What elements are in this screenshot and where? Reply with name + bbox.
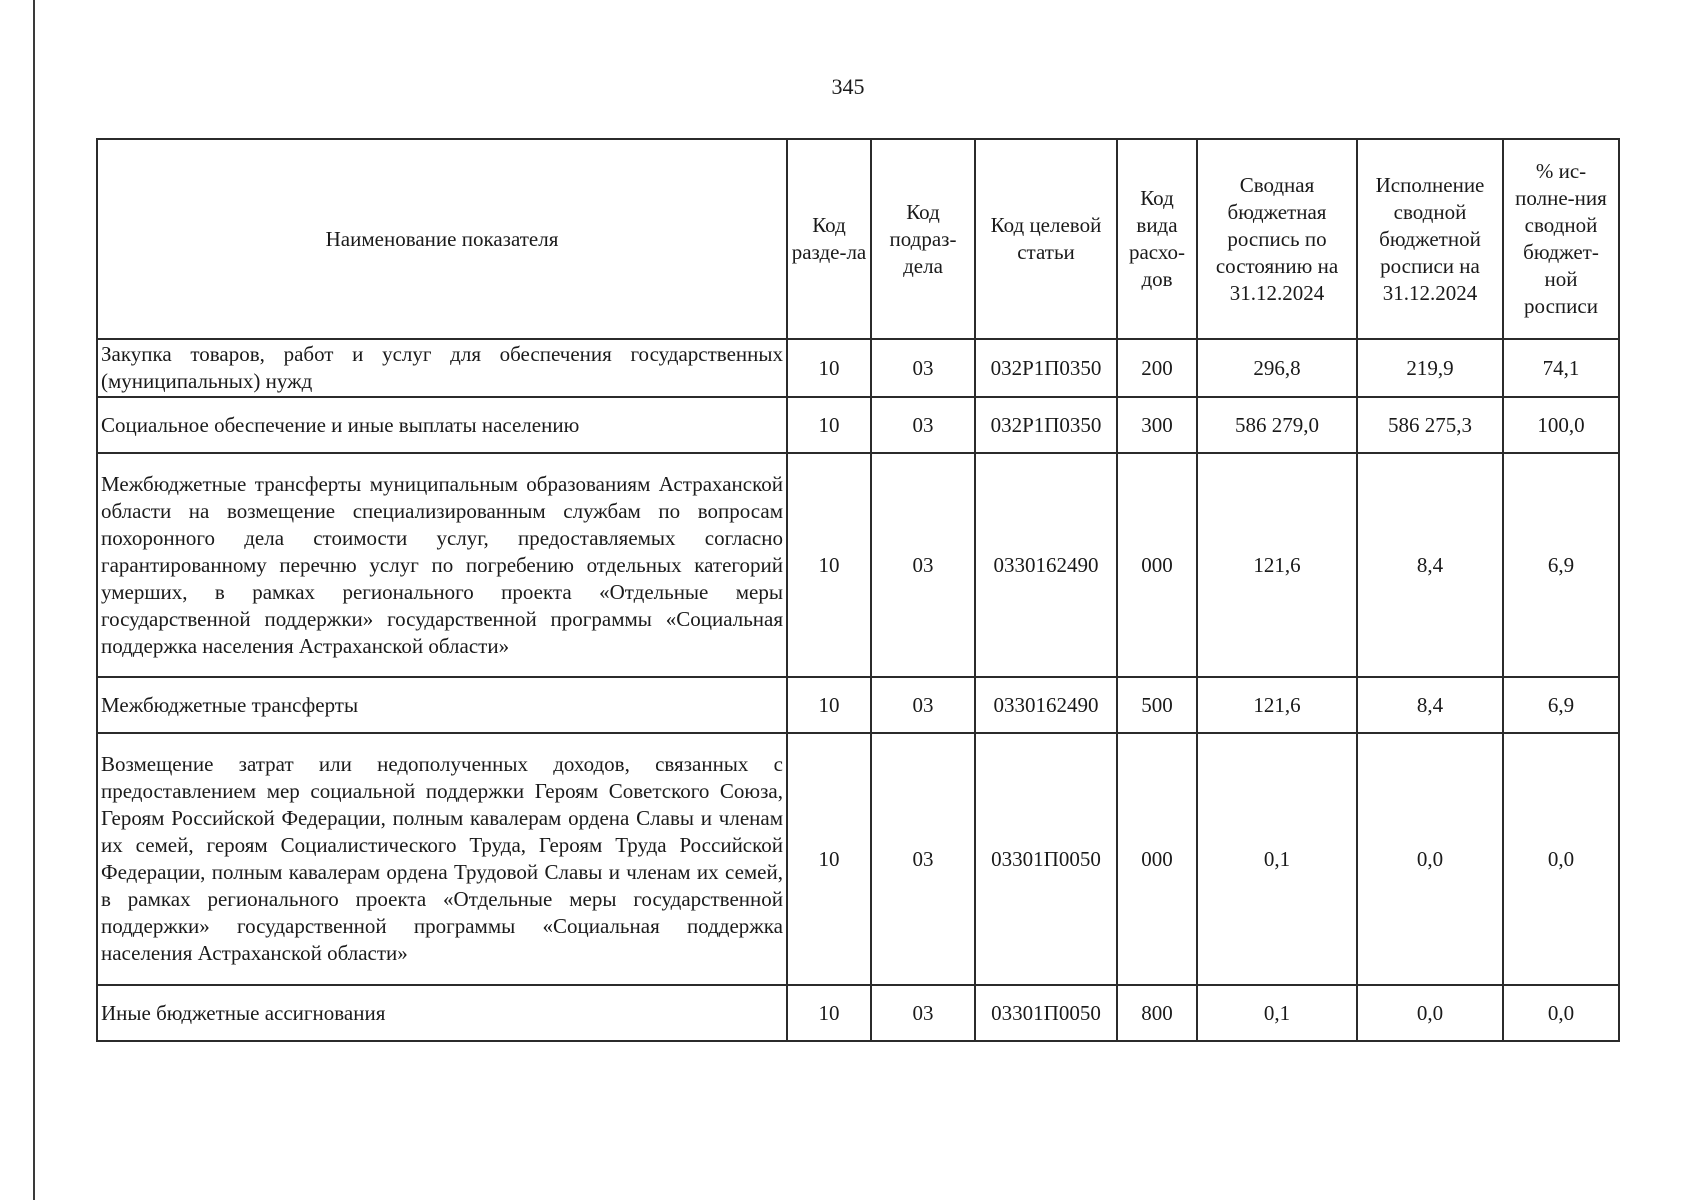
budget-execution-table [96,138,1620,1042]
row-subsection-code: 03 [871,339,975,397]
row-percent: 100,0 [1503,397,1619,453]
row-execution: 219,9 [1357,339,1503,397]
header-target-code: Код целевой статьи [975,139,1117,339]
row-name: Закупка товаров, работ и услуг для обеспечения государственных (муниципальных) нужд [97,339,787,397]
row-execution: 0,0 [1357,985,1503,1041]
row-section-code: 10 [787,339,871,397]
page-binding-edge [33,0,35,1200]
header-name: Наименование показателя [97,139,787,339]
page-number: 345 [831,74,865,99]
row-name: Межбюджетные трансферты муниципальным образованиям Астраханской области на возмещение специализированным службам по вопросам похоронного дела стоимости услуг, предоставляемых согласно гарантированному перечню услуг по погребению отдельных категорий умерших, в рамках регионального проекта «Отдельные меры государственной поддержки» государственной программы «Социальная поддержка населения Астраханской области» [97,453,787,677]
row-subsection-code: 03 [871,677,975,733]
row-expense-type-code: 500 [1117,677,1197,733]
row-name: Межбюджетные трансферты [97,677,787,733]
row-budget: 121,6 [1197,677,1357,733]
row-execution: 8,4 [1357,453,1503,677]
row-section-code: 10 [787,397,871,453]
row-target-code: 0330162490 [975,677,1117,733]
header-execution: Исполнение сводной бюджетной росписи на 31.12.2024 [1357,139,1503,339]
row-budget: 0,1 [1197,985,1357,1041]
row-target-code: 03301П0050 [975,733,1117,985]
table-row [97,453,1619,677]
row-subsection-code: 03 [871,453,975,677]
row-name: Возмещение затрат или недополученных доходов, связанных с предоставлением мер социальной поддержки Героям Советского Союза, Героям Российской Федерации, полным кавалерам ордена Славы и членам их семей, героям Социалистического Труда, Героям Труда Российской Федерации, полным кавалерам ордена Трудовой Славы и членам их семей, в рамках регионального проекта «Отдельные меры государственной поддержки» государственной программы «Социальная поддержка населения Астраханской области» [97,733,787,985]
row-expense-type-code: 200 [1117,339,1197,397]
table-row [97,985,1619,1041]
row-budget: 586 279,0 [1197,397,1357,453]
row-target-code: 03301П0050 [975,985,1117,1041]
row-expense-type-code: 300 [1117,397,1197,453]
header-expense-type-code: Код вида расхо-дов [1117,139,1197,339]
table-row [97,677,1619,733]
row-subsection-code: 03 [871,733,975,985]
row-expense-type-code: 000 [1117,453,1197,677]
row-budget: 296,8 [1197,339,1357,397]
row-target-code: 032Р1П0350 [975,397,1117,453]
table-row [97,397,1619,453]
row-percent: 74,1 [1503,339,1619,397]
row-percent: 0,0 [1503,985,1619,1041]
row-name: Иные бюджетные ассигнования [97,985,787,1041]
row-target-code: 0330162490 [975,453,1117,677]
row-percent: 6,9 [1503,677,1619,733]
row-section-code: 10 [787,677,871,733]
row-section-code: 10 [787,733,871,985]
header-percent: % ис-полне-ния сводной бюджет-ной росписи [1503,139,1619,339]
row-target-code: 032Р1П0350 [975,339,1117,397]
row-expense-type-code: 800 [1117,985,1197,1041]
row-name: Социальное обеспечение и иные выплаты населению [97,397,787,453]
row-execution: 0,0 [1357,733,1503,985]
table-row [97,733,1619,985]
row-budget: 121,6 [1197,453,1357,677]
row-percent: 0,0 [1503,733,1619,985]
table-header-row [97,139,1619,339]
header-budget: Сводная бюджетная роспись по состоянию на 31.12.2024 [1197,139,1357,339]
row-section-code: 10 [787,453,871,677]
table-row [97,339,1619,397]
row-section-code: 10 [787,985,871,1041]
header-section-code: Код разде-ла [787,139,871,339]
row-execution: 8,4 [1357,677,1503,733]
row-execution: 586 275,3 [1357,397,1503,453]
row-subsection-code: 03 [871,985,975,1041]
row-subsection-code: 03 [871,397,975,453]
header-subsection-code: Код подраз-дела [871,139,975,339]
row-percent: 6,9 [1503,453,1619,677]
row-expense-type-code: 000 [1117,733,1197,985]
row-budget: 0,1 [1197,733,1357,985]
